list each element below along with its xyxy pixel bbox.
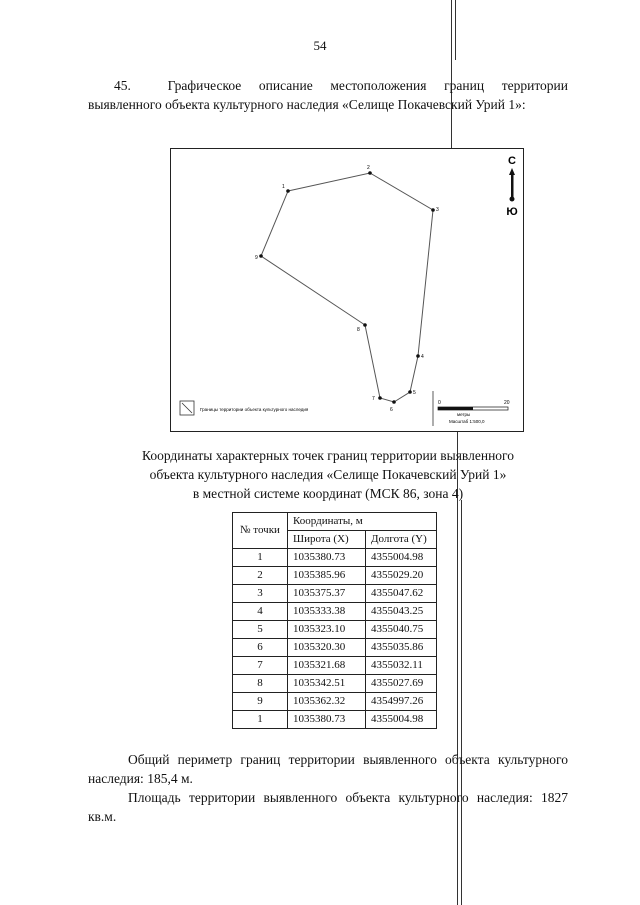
scale-end: 20 — [504, 400, 510, 406]
header-coordinates: Координаты, м — [288, 513, 437, 531]
boundary-point — [408, 390, 412, 394]
area-text: Площадь территории выявленного объекта культурного наследия: 1827 кв.м. — [88, 790, 568, 824]
cell-longitude: 4355004.98 — [366, 711, 437, 729]
boundary-point — [378, 396, 382, 400]
table-row — [233, 567, 437, 585]
cell-longitude: 4354997.26 — [366, 693, 437, 711]
cell-point-number: 2 — [233, 567, 288, 585]
perimeter-paragraph — [88, 750, 568, 788]
south-label: Ю — [506, 206, 518, 218]
table-row — [233, 621, 437, 639]
map-legend — [180, 401, 309, 415]
boundary-point — [286, 189, 290, 193]
boundary-point-label: 5 — [413, 390, 416, 396]
intro-paragraph — [88, 76, 568, 114]
cell-longitude: 4355029.20 — [366, 567, 437, 585]
boundary-point — [392, 400, 396, 404]
boundary-point-label: 8 — [357, 327, 360, 333]
cell-longitude: 4355043.25 — [366, 603, 437, 621]
cell-latitude: 1035342.51 — [288, 675, 366, 693]
boundary-map — [170, 148, 524, 432]
perimeter-text: Общий периметр границ территории выявленного объекта культурного наследия: 185,4 м. — [88, 752, 568, 786]
cell-point-number: 6 — [233, 639, 288, 657]
cell-latitude: 1035321.68 — [288, 657, 366, 675]
cell-latitude: 1035375.37 — [288, 585, 366, 603]
cell-longitude: 4355035.86 — [366, 639, 437, 657]
cell-longitude: 4355027.69 — [366, 675, 437, 693]
legend-text: Границы территории объекта культурного наследия — [200, 407, 309, 412]
table-row — [233, 603, 437, 621]
cell-latitude: 1035323.10 — [288, 621, 366, 639]
north-label: С — [508, 155, 516, 167]
boundary-point — [259, 254, 263, 258]
cell-point-number: 5 — [233, 621, 288, 639]
boundary-point-label: 9 — [255, 255, 258, 261]
table-row — [233, 549, 437, 567]
cell-point-number: 3 — [233, 585, 288, 603]
boundary-point-label: 2 — [367, 165, 370, 171]
area-paragraph — [88, 788, 568, 826]
scale-text: Масштаб 1:500,0 — [449, 419, 485, 424]
cell-latitude: 1035362.32 — [288, 693, 366, 711]
scale-unit: метры — [457, 412, 471, 417]
table-row — [233, 639, 437, 657]
cell-longitude: 4355004.98 — [366, 549, 437, 567]
cell-point-number: 8 — [233, 675, 288, 693]
boundary-point-label: 7 — [372, 396, 375, 402]
cell-point-number: 1 — [233, 711, 288, 729]
caption-line-1: Координаты характерных точек границ территории выявленного — [141, 448, 514, 463]
scale-zero: 0 — [438, 400, 441, 406]
cell-point-number: 7 — [233, 657, 288, 675]
table-row — [233, 585, 437, 603]
boundary-point-label: 1 — [282, 184, 285, 190]
page-number: 54 — [313, 38, 327, 53]
table-row — [233, 657, 437, 675]
table-row — [233, 675, 437, 693]
coordinates-table — [232, 512, 437, 729]
header-point-number: № точки — [233, 513, 288, 549]
table-caption — [88, 446, 568, 503]
cell-longitude: 4355032.11 — [366, 657, 437, 675]
cell-latitude: 1035320.30 — [288, 639, 366, 657]
table-row — [233, 693, 437, 711]
caption-line-2: объекта культурного наследия «Селище Покачевский Урий 1» — [149, 467, 507, 482]
boundary-point — [431, 208, 435, 212]
cell-longitude: 4355047.62 — [366, 585, 437, 603]
cell-point-number: 9 — [233, 693, 288, 711]
cell-point-number: 4 — [233, 603, 288, 621]
cell-longitude: 4355040.75 — [366, 621, 437, 639]
boundary-point — [363, 323, 367, 327]
boundary-map-svg — [171, 149, 523, 431]
table-row — [233, 711, 437, 729]
cell-point-number: 1 — [233, 549, 288, 567]
boundary-point-label: 3 — [436, 207, 439, 213]
cell-latitude: 1035333.38 — [288, 603, 366, 621]
intro-text: Графическое описание местоположения границ территории выявленного объекта культурного наследия «Селище Покачевский Урий 1»: — [88, 78, 569, 112]
boundary-point-label: 6 — [390, 407, 393, 413]
cell-latitude: 1035380.73 — [288, 711, 366, 729]
header-longitude: Долгота (Y) — [366, 531, 437, 549]
north-arrow — [506, 155, 517, 218]
cell-latitude: 1035380.73 — [288, 549, 366, 567]
boundary-point — [368, 171, 372, 175]
section-number: 45. — [114, 78, 131, 93]
boundary-point-label: 4 — [421, 354, 424, 360]
caption-line-3: в местной системе координат (МСК 86, зона 4) — [192, 486, 464, 501]
header-latitude: Широта (X) — [288, 531, 366, 549]
boundary-point — [416, 354, 420, 358]
scale-bar — [433, 391, 510, 426]
cell-latitude: 1035385.96 — [288, 567, 366, 585]
boundary-polygon — [261, 173, 433, 402]
